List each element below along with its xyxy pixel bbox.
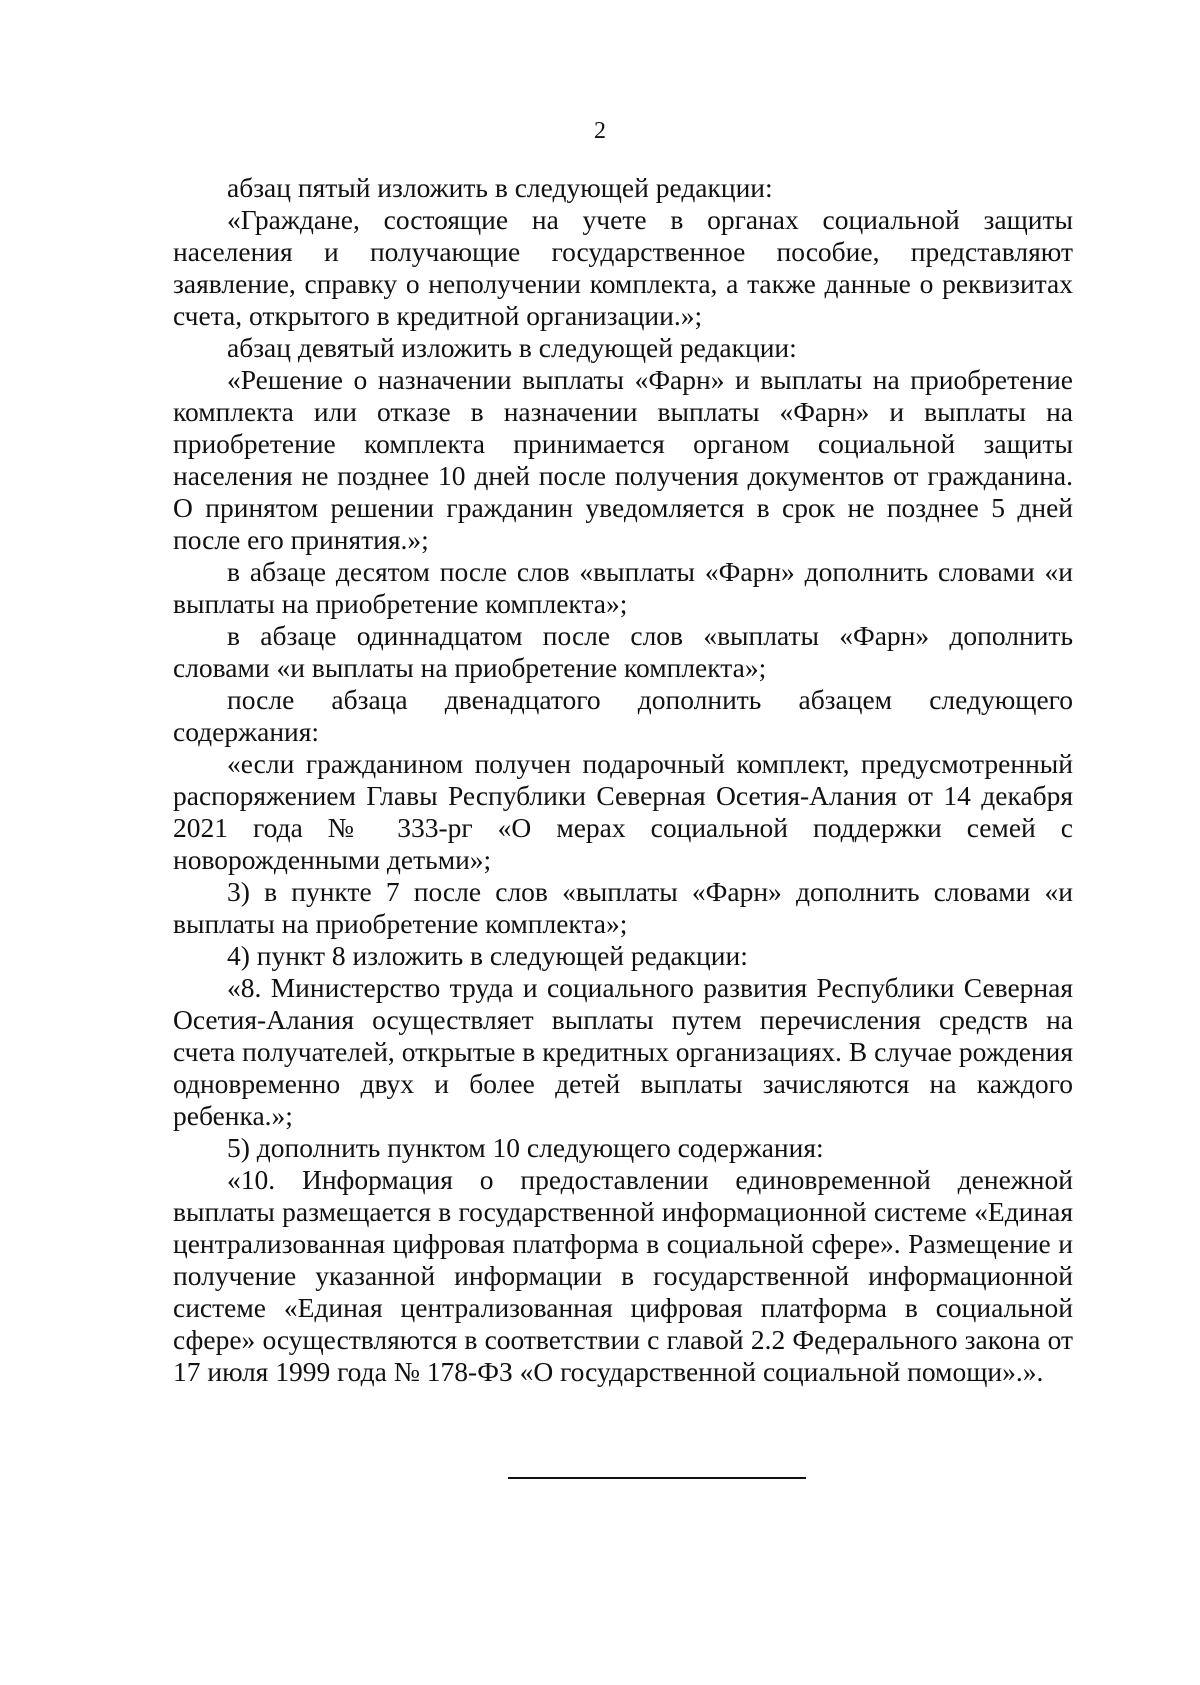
paragraph-11: «8. Министерство труда и социального развития Республики Северная Осетия-Алания осуществляет выплаты путем перечисления средств на счета получателей, открытые в кредитных организациях. В случае рождения одновременно двух и более детей выплаты зачисляются на каждого ребенка.»;	[173, 972, 1073, 1131]
paragraph-12: 5) дополнить пунктом 10 следующего содержания:	[227, 1132, 824, 1163]
paragraph-10: 4) пункт 8 изложить в следующей редакции:	[227, 940, 748, 971]
paragraph-1: абзац пятый изложить в следующей редакции:	[227, 172, 773, 203]
paragraph-3: абзац девятый изложить в следующей редакции:	[227, 332, 797, 363]
paragraph-13: «10. Информация о предоставлении единовременной денежной выплаты размещается в государственной информационной системе «Единая централизованная цифровая платформа в социальной сфере». Размещение и получение указанной информации в государственной информационной системе «Единая централизованная цифровая платформа в социальной сфере» осуществляются в соответствии с главой 2.2 Федерального закона от 17 июля 1999 года № 178-ФЗ «О государственной социальной помощи».».	[173, 1164, 1073, 1387]
page-number: 2	[594, 118, 606, 144]
paragraph-8: «если гражданином получен подарочный комплект, предусмотренный распоряжением Главы Республики Северная Осетия-Алания от 14 декабря 2021 года № 333-рг «О мерах социальной поддержки семей с новорожденными детьми»;	[173, 748, 1073, 875]
paragraph-4: «Решение о назначении выплаты «Фарн» и выплаты на приобретение комплекта или отказе в назначении выплаты «Фарн» и выплаты на приобретение комплекта принимается органом социальной защиты населения не позднее 10 дней после получения документов от гражданина. О принятом решении гражданин уведомляется в срок не позднее 5 дней после его принятия.»;	[173, 364, 1073, 555]
document-body	[173, 172, 1073, 1388]
paragraph-9: 3) в пункте 7 после слов «выплаты «Фарн» дополнить словами «и выплаты на приобретение комплекта»;	[173, 876, 1073, 939]
paragraph-7: после абзаца двенадцатого дополнить абзацем следующего содержания:	[173, 684, 1073, 747]
paragraph-2: «Граждане, состоящие на учете в органах социальной защиты населения и получающие государственное пособие, представляют заявление, справку о неполучении комплекта, а также данные о реквизитах счета, открытого в кредитной организации.»;	[173, 204, 1073, 331]
paragraph-5: в абзаце десятом после слов «выплаты «Фарн» дополнить словами «и выплаты на приобретение комплекта»;	[173, 556, 1073, 619]
paragraph-6: в абзаце одиннадцатом после слов «выплаты «Фарн» дополнить словами «и выплаты на приобретение комплекта»;	[173, 620, 1073, 683]
closing-divider	[508, 1477, 806, 1479]
